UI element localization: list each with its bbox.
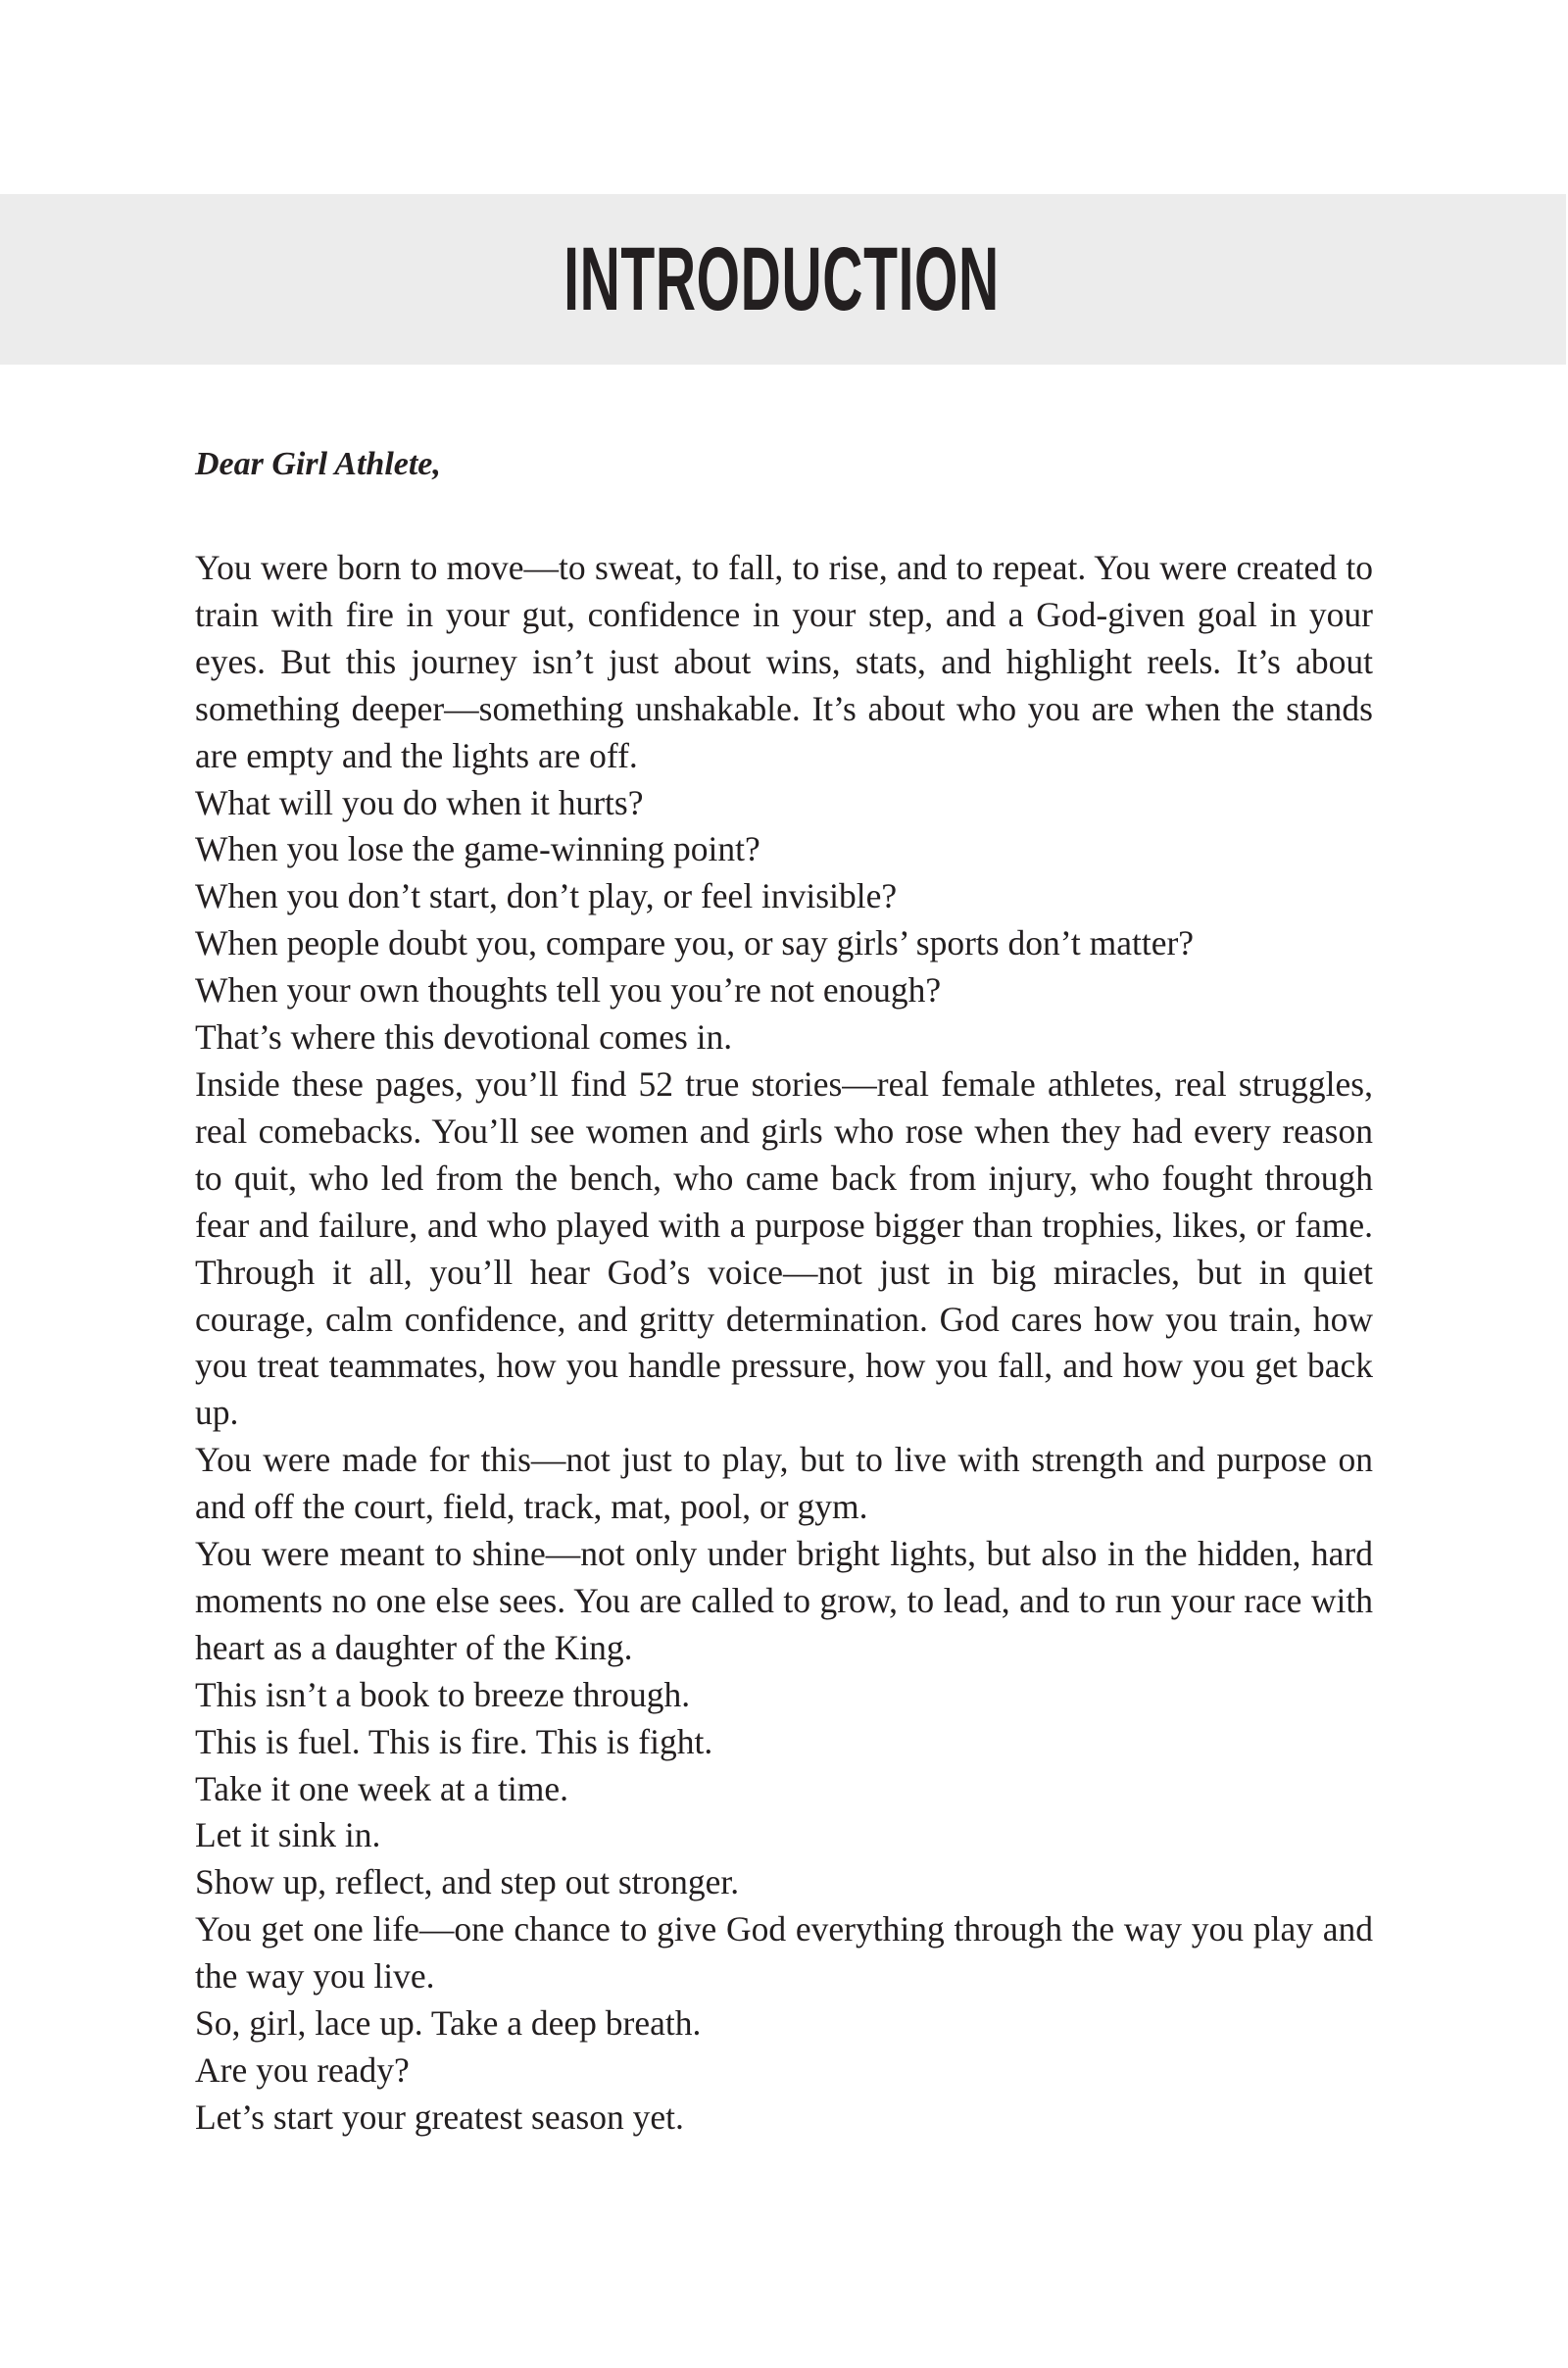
paragraph: When your own thoughts tell you you’re not enough? — [195, 970, 942, 1011]
paragraph: Show up, reflect, and step out stronger. — [195, 1862, 740, 1902]
paragraph: What will you do when it hurts? — [195, 782, 644, 822]
paragraph: When you don’t start, don’t play, or feel invisible? — [195, 876, 898, 916]
paragraph: You were born to move—to sweat, to fall, to rise, and to repeat. You were created to train with fire in your gut, confidence in your step, and a God-given goal in your eyes. But this journey isn’t just about wins, stats, and highlight reels. It’s about something deeper—something unshakable. It’s about who you are when the stands are empty and the lights are off. — [195, 548, 1373, 775]
page-title: INTRODUCTION — [564, 229, 1000, 329]
body-text — [195, 545, 1373, 2142]
paragraph: When people doubt you, compare you, or say girls’ sports don’t matter? — [195, 923, 1195, 963]
paragraph: That’s where this devotional comes in. — [195, 1017, 733, 1058]
paragraph: So, girl, lace up. Take a deep breath. — [195, 2003, 702, 2044]
paragraph: Let it sink in. — [195, 1815, 381, 1855]
paragraph: This isn’t a book to breeze through. — [195, 1674, 691, 1714]
paragraph: You were made for this—not just to play, but to live with strength and purpose on and off the court, field, track, mat, pool, or gym. — [195, 1440, 1373, 1527]
paragraph: Inside these pages, you’ll find 52 true stories—real female athletes, real struggles, real comebacks. You’ll see women and girls who rose when they had every reason to quit, who led from the bench, who came back from injury, who fought through fear and failure, and who played with a purpose bigger than trophies, likes, or fame. Through it all, you’ll hear God’s voice—not just in big miracles, but in quiet courage, calm confidence, and gritty determination. God cares how you train, how you treat teammates, how you handle pressure, how you fall, and how you get back up. — [195, 1063, 1373, 1433]
paragraph: This is fuel. This is fire. This is fight. — [195, 1721, 713, 1761]
paragraph: Let’s start your greatest season yet. — [195, 2097, 684, 2137]
paragraph: You get one life—one chance to give God everything through the way you play and the way you live. — [195, 1909, 1373, 1997]
paragraph: Are you ready? — [195, 2050, 410, 2090]
paragraph: Take it one week at a time. — [195, 1768, 568, 1808]
paragraph: You were meant to shine—not only under bright lights, but also in the hidden, hard moments no one else sees. You are called to grow, to lead, and to run your race with heart as a daughter of the King. — [195, 1534, 1373, 1667]
paragraph: When you lose the game-winning point? — [195, 829, 760, 869]
greeting: Dear Girl Athlete, — [195, 446, 441, 482]
